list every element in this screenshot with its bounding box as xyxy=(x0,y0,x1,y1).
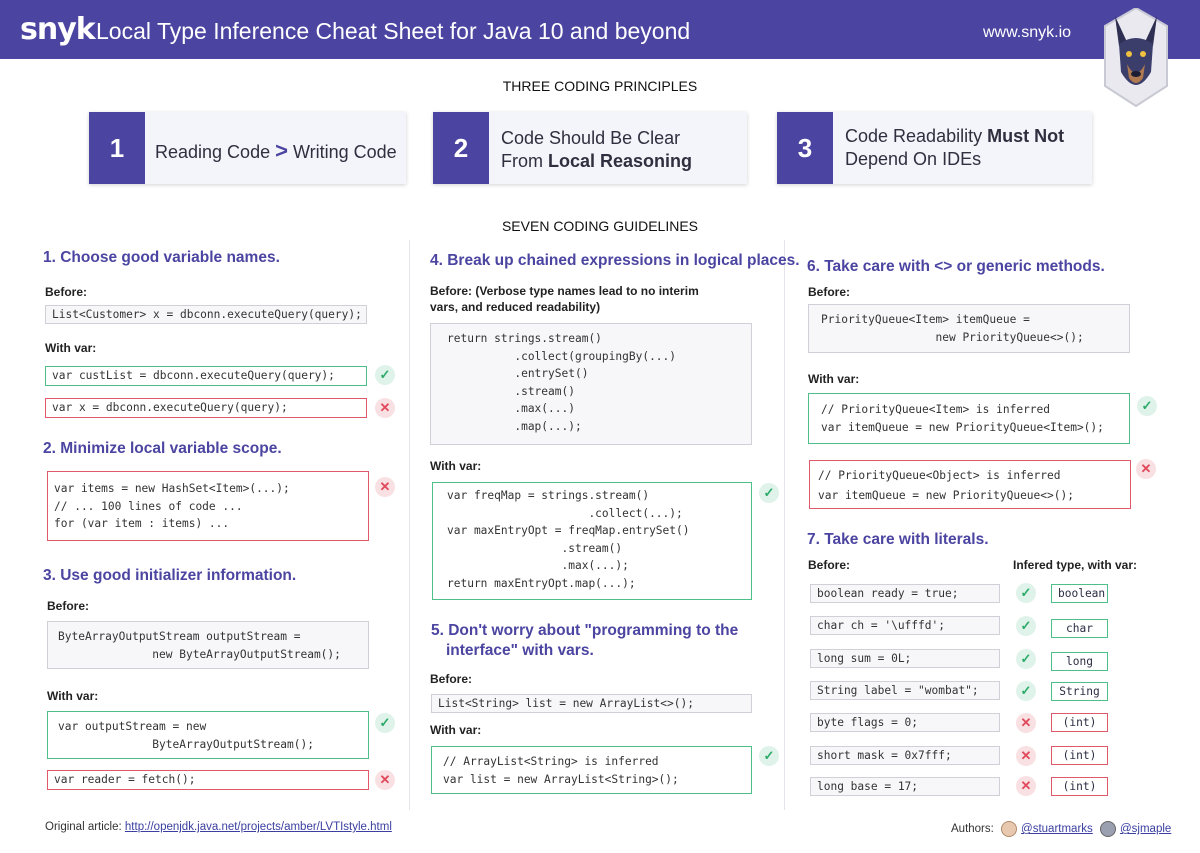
footer-article xyxy=(45,821,392,833)
check-icon: ✓ xyxy=(1016,583,1036,603)
guideline-4-title: 4. Break up chained expressions in logical places. xyxy=(430,252,800,269)
check-icon: ✓ xyxy=(375,365,395,385)
guideline-1-title: 1. Choose good variable names. xyxy=(43,249,280,266)
avatar xyxy=(1100,821,1116,837)
type-tag: (int) xyxy=(1051,746,1108,765)
guideline-6-title: 6. Take care with <> or generic methods. xyxy=(807,258,1105,275)
guideline-7-title: 7. Take care with literals. xyxy=(807,531,989,548)
with-var-label: With var: xyxy=(430,459,482,473)
principle-text-part: Writing Code xyxy=(292,142,397,162)
check-icon: ✓ xyxy=(1016,616,1036,636)
code-block-before: ByteArrayOutputStream outputStream = new ByteArrayOutputStream(); xyxy=(47,621,369,669)
literal-code: boolean ready = true; xyxy=(810,584,1000,603)
before-label: Before: xyxy=(808,285,851,299)
literal-code: short mask = 0x7fff; xyxy=(810,746,1000,765)
principle-number: 3 xyxy=(777,112,833,184)
principle-text-emphasis: Must Not xyxy=(987,126,1065,146)
page-title: Local Type Inference Cheat Sheet for Java 10 and beyond xyxy=(96,18,691,44)
code-block-before: return strings.stream() .collect(groupingBy(...) .entrySet() .stream() .max(...) .map(...); xyxy=(430,323,752,445)
type-tag: String xyxy=(1051,682,1108,701)
principle-card-3 xyxy=(777,112,1092,184)
check-icon: ✓ xyxy=(375,713,395,733)
code-block-bad: // PriorityQueue<Object> is inferred var itemQueue = new PriorityQueue<>(); xyxy=(809,460,1131,509)
code-block-bad: var items = new HashSet<Item>(...); // ... 100 lines of code ... for (var item : items) ... xyxy=(47,471,369,541)
cross-icon: ✕ xyxy=(1016,746,1036,766)
principle-text-part: Code Readability xyxy=(845,126,988,146)
article-link[interactable]: http://openjdk.java.net/projects/amber/LVTIstyle.html xyxy=(124,821,392,833)
guideline-2-title: 2. Minimize local variable scope. xyxy=(43,440,282,457)
with-var-label: With var: xyxy=(45,341,97,355)
with-var-label: With var: xyxy=(47,689,99,703)
principles-heading: THREE CODING PRINCIPLES xyxy=(502,78,698,94)
principle-line xyxy=(501,150,692,173)
principle-text xyxy=(501,127,692,173)
arrow-icon: > xyxy=(275,138,288,163)
literal-code: long sum = 0L; xyxy=(810,649,1000,668)
type-tag: char xyxy=(1051,619,1108,638)
type-tag: (int) xyxy=(1051,777,1108,796)
principle-card-1 xyxy=(89,112,406,184)
cross-icon: ✕ xyxy=(1016,776,1036,796)
literal-code: byte flags = 0; xyxy=(810,713,1000,732)
check-icon: ✓ xyxy=(759,483,779,503)
before-label: Before: xyxy=(45,285,88,299)
code-block-good: // PriorityQueue<Item> is inferred var itemQueue = new PriorityQueue<Item>(); xyxy=(808,393,1130,444)
principle-line: Code Should Be Clear xyxy=(501,128,681,148)
type-tag: boolean xyxy=(1051,584,1108,603)
before-label: Before: xyxy=(47,599,90,613)
author-link-1[interactable]: @stuartmarks xyxy=(1021,823,1093,836)
code-block-good: // ArrayList<String> is inferred var list = new ArrayList<String>(); xyxy=(431,746,752,794)
principle-line: Depend On IDEs xyxy=(845,149,982,169)
code-block-before: List<Customer> x = dbconn.executeQuery(query); xyxy=(45,305,367,324)
check-icon: ✓ xyxy=(1137,396,1157,416)
cross-icon: ✕ xyxy=(375,477,395,497)
principle-line xyxy=(845,125,1064,148)
before-label-cont: vars, and reduced readability) xyxy=(430,300,601,314)
principle-text-part: From xyxy=(501,151,548,171)
code-block-good: var outputStream = new ByteArrayOutputStream(); xyxy=(47,711,369,759)
with-var-label: With var: xyxy=(430,723,482,737)
cross-icon: ✕ xyxy=(375,398,395,418)
principle-text-part: Reading Code xyxy=(155,142,271,162)
type-tag: long xyxy=(1051,652,1108,671)
principle-text xyxy=(845,125,1064,171)
principle-number: 1 xyxy=(89,112,145,184)
header-bar xyxy=(0,0,1200,59)
code-block-bad: var x = dbconn.executeQuery(query); xyxy=(45,398,367,418)
avatar xyxy=(1001,821,1017,837)
cross-icon: ✕ xyxy=(1136,459,1156,479)
author-link-2[interactable]: @sjmaple xyxy=(1119,823,1172,836)
column-divider xyxy=(784,240,785,810)
check-icon: ✓ xyxy=(1016,681,1036,701)
authors-label: Authors: xyxy=(951,823,994,836)
principle-text-emphasis: Local Reasoning xyxy=(548,151,693,171)
footer-label: Original article: xyxy=(45,821,122,833)
literal-code: char ch = '\ufffd'; xyxy=(810,616,1000,635)
literal-code: long base = 17; xyxy=(810,777,1000,796)
check-icon: ✓ xyxy=(1016,649,1036,669)
guideline-5-title-cont: interface" with vars. xyxy=(446,642,594,659)
before-label: Before: xyxy=(808,558,851,572)
code-block-before: List<String> list = new ArrayList<>(); xyxy=(431,694,752,713)
literal-code: String label = "wombat"; xyxy=(810,681,1000,700)
footer-authors xyxy=(951,821,1171,837)
code-block-good: var custList = dbconn.executeQuery(query); xyxy=(45,366,367,386)
code-block-bad: var reader = fetch(); xyxy=(47,770,369,790)
site-link[interactable]: www.snyk.io xyxy=(983,24,1072,41)
principle-card-2 xyxy=(433,112,747,184)
with-var-label: With var: xyxy=(808,372,860,386)
inferred-type-header: Infered type, with var: xyxy=(1013,558,1138,572)
code-block-before: PriorityQueue<Item> itemQueue = new PriorityQueue<>(); xyxy=(808,304,1130,353)
type-tag: (int) xyxy=(1051,713,1108,732)
snyk-logo: snyk xyxy=(20,12,95,47)
principle-number: 2 xyxy=(433,112,489,184)
before-label: Before: xyxy=(430,672,473,686)
before-label: Before: (Verbose type names lead to no interim xyxy=(430,284,699,298)
principle-text xyxy=(155,139,397,164)
column-divider xyxy=(409,240,410,810)
check-icon: ✓ xyxy=(759,746,779,766)
guideline-5-title: 5. Don't worry about "programming to the xyxy=(431,622,739,639)
cross-icon: ✕ xyxy=(1016,713,1036,733)
cross-icon: ✕ xyxy=(375,770,395,790)
guidelines-heading: SEVEN CODING GUIDELINES xyxy=(501,218,699,234)
code-block-good: var freqMap = strings.stream() .collect(...); var maxEntryOpt = freqMap.entrySet() .stream() .max(...); return maxEntryOpt.map(...); xyxy=(432,482,752,600)
guideline-3-title: 3. Use good initializer information. xyxy=(43,567,297,584)
